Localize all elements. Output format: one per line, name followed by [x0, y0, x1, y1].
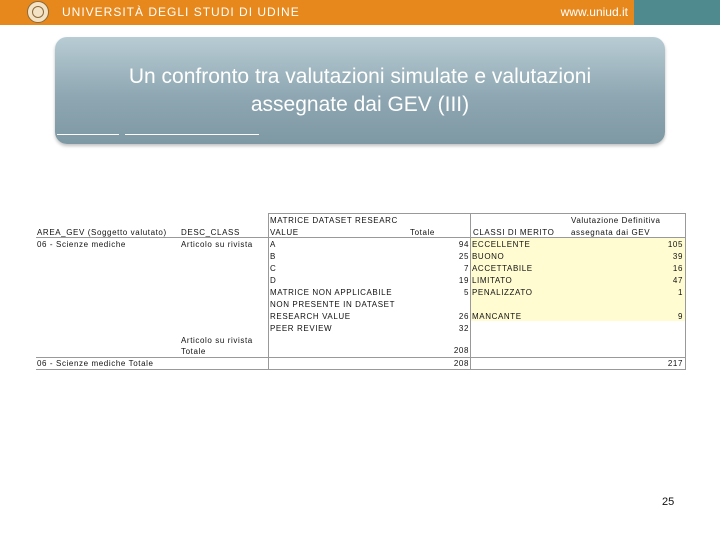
gev-cell: 1	[677, 288, 683, 297]
total-gev: 217	[667, 359, 683, 368]
table-column-border	[685, 213, 686, 369]
area-value: 06 - Scienze mediche	[37, 240, 126, 249]
header-gev: Valutazione Definitiva	[571, 216, 661, 225]
matrice-cell: B	[270, 252, 276, 261]
slide-title-line1: Un confronto tra valutazioni simulate e valutazioni	[128, 65, 592, 88]
gev-cell: 39	[672, 252, 683, 261]
totale-cell: 19	[458, 276, 469, 285]
matrice-cell: A	[270, 240, 276, 249]
classe-cell: MANCANTE	[472, 312, 522, 321]
classe-cell: PENALIZZATO	[472, 288, 533, 297]
totale-cell: 32	[458, 324, 469, 333]
gev-cell: 47	[672, 276, 683, 285]
header-totale: Totale	[410, 228, 435, 237]
table-column-border	[268, 213, 269, 369]
header-classi: CLASSI DI MERITO	[473, 228, 555, 237]
matrice-cell: D	[270, 276, 277, 285]
header-matrice: MATRICE DATASET RESEARC	[270, 216, 398, 225]
classe-cell: ECCELLENTE	[472, 240, 531, 249]
table-column-border	[470, 213, 471, 369]
university-name: UNIVERSITÀ DEGLI STUDI DI UDINE	[62, 5, 300, 19]
header-matrice-line2: VALUE	[270, 228, 299, 237]
totale-cell: 25	[458, 252, 469, 261]
subtotal-label-line2: Totale	[181, 347, 206, 356]
totale-cell: 94	[458, 240, 469, 249]
totale-cell: 7	[463, 264, 469, 273]
classe-cell: LIMITATO	[472, 276, 513, 285]
desc-value: Articolo su rivista	[181, 240, 253, 249]
subtotal-label: Articolo su rivista	[181, 336, 253, 345]
matrice-cell: PEER REVIEW	[270, 324, 333, 333]
totale-cell: 26	[458, 312, 469, 321]
header-gev-line2: assegnata dai GEV	[571, 228, 651, 237]
header-desc: DESC_CLASS	[181, 228, 240, 237]
classe-cell: BUONO	[472, 252, 505, 261]
slide-title-line2: assegnate dai GEV (III)	[250, 93, 470, 116]
page-number: 25	[662, 496, 675, 508]
gev-cell: 16	[672, 264, 683, 273]
matrice-cell-line2: RESEARCH VALUE	[270, 312, 351, 321]
matrice-cell: C	[270, 264, 277, 273]
gev-cell: 105	[667, 240, 683, 249]
matrice-cell: NON PRESENTE IN DATASET	[270, 300, 396, 309]
totale-cell: 5	[463, 288, 469, 297]
total-totale: 208	[453, 359, 469, 368]
gev-cell: 9	[677, 312, 683, 321]
university-url[interactable]: www.uniud.it	[560, 5, 628, 19]
classe-cell: ACCETTABILE	[472, 264, 533, 273]
subtotal-totale: 208	[453, 346, 469, 355]
total-label: 06 - Scienze mediche Totale	[37, 359, 154, 368]
table-top-border	[268, 213, 686, 214]
header-area: AREA_GEV (Soggetto valutato)	[37, 228, 167, 237]
matrice-cell: MATRICE NON APPLICABILE	[270, 288, 393, 297]
